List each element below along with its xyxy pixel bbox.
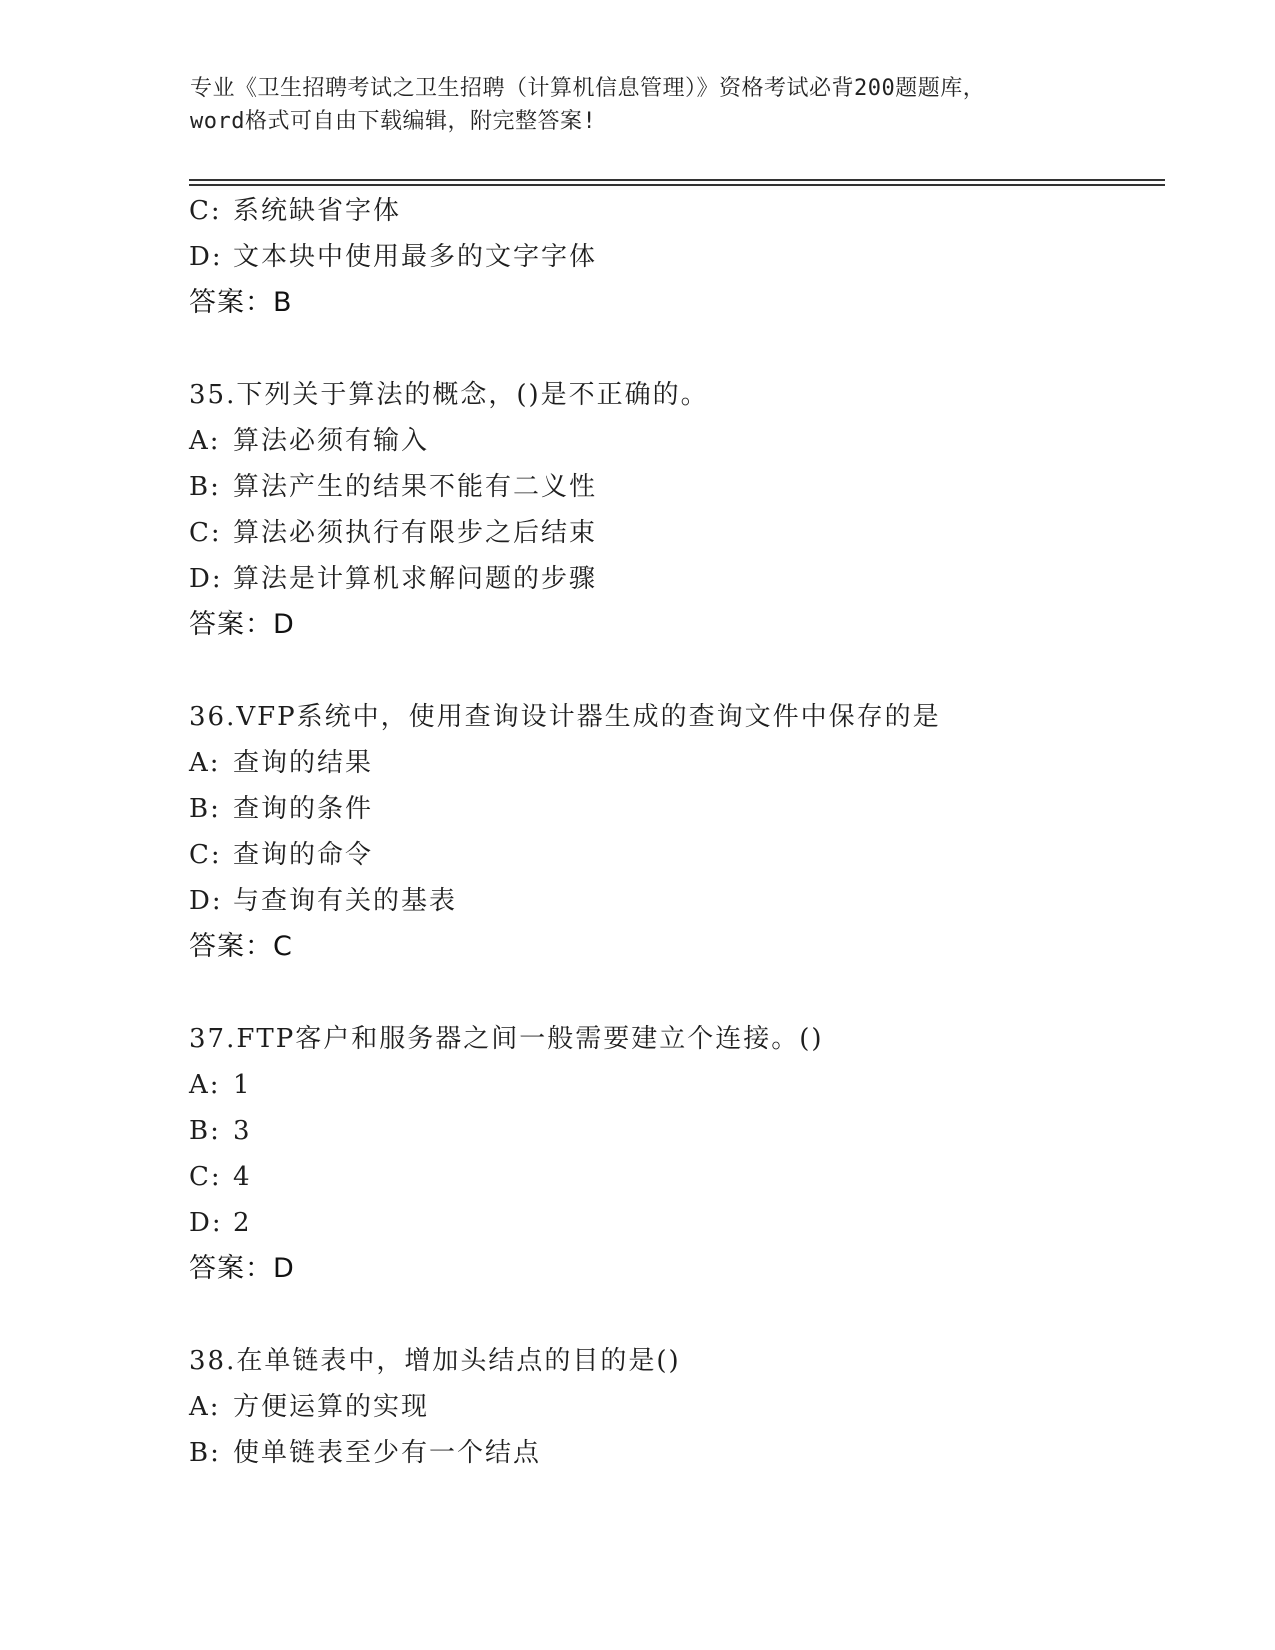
- question-title: 35.下列关于算法的概念，()是不正确的。: [189, 380, 709, 410]
- header-line-2: word格式可自由下载编辑，附完整答案!: [190, 109, 597, 134]
- option-text: 2: [233, 1208, 252, 1238]
- option-text: 查询的条件: [233, 794, 374, 824]
- option-key: A:: [189, 426, 221, 456]
- question-title: 37.FTP客户和服务器之间一般需要建立个连接。(): [189, 1024, 824, 1054]
- option-text: 算法必须执行有限步之后结束: [233, 518, 598, 548]
- option-text: 系统缺省字体: [233, 196, 402, 226]
- spacer: [189, 648, 1169, 694]
- option-text: 方便运算的实现: [233, 1392, 430, 1422]
- answer-line: 答案：B: [189, 287, 293, 318]
- header-divider-bottom: [189, 184, 1165, 186]
- option-c: [189, 188, 1169, 234]
- option-d: [189, 556, 1169, 602]
- option-text: 与查询有关的基表: [233, 886, 458, 916]
- question-title: 38.在单链表中，增加头结点的目的是(): [189, 1346, 681, 1376]
- header-line-1: 专业《卫生招聘考试之卫生招聘（计算机信息管理）》资格考试必背200题题库，: [190, 76, 986, 101]
- option-key: B:: [189, 1116, 221, 1146]
- option-text: 算法是计算机求解问题的步骤: [233, 564, 598, 594]
- option-text: 查询的结果: [233, 748, 374, 778]
- option-key: D:: [189, 1208, 223, 1238]
- spacer: [189, 970, 1169, 1016]
- spacer: [189, 1292, 1169, 1338]
- option-c: [189, 510, 1169, 556]
- question-34-continued: [189, 188, 1169, 326]
- option-c: [189, 1154, 1169, 1200]
- option-key: B:: [189, 794, 221, 824]
- option-c: [189, 832, 1169, 878]
- option-a: [189, 1062, 1169, 1108]
- option-b: [189, 464, 1169, 510]
- option-b: [189, 786, 1169, 832]
- option-text: 算法产生的结果不能有二义性: [233, 472, 598, 502]
- option-d: [189, 1200, 1169, 1246]
- answer-line: 答案：D: [189, 609, 295, 640]
- option-key: A:: [189, 748, 221, 778]
- question-title: 36.VFP系统中，使用查询设计器生成的查询文件中保存的是: [189, 702, 941, 732]
- option-key: B:: [189, 472, 221, 502]
- option-key: C:: [189, 518, 222, 548]
- option-text: 1: [233, 1070, 252, 1100]
- question-36: [189, 694, 1169, 970]
- option-key: A:: [189, 1070, 221, 1100]
- option-b: [189, 1108, 1169, 1154]
- option-text: 文本块中使用最多的文字字体: [233, 242, 598, 272]
- header-divider-top: [189, 179, 1165, 181]
- option-d: [189, 878, 1169, 924]
- option-a: [189, 1384, 1169, 1430]
- option-d: [189, 234, 1169, 280]
- option-key: D:: [189, 564, 223, 594]
- question-35: [189, 372, 1169, 648]
- option-key: A:: [189, 1392, 221, 1422]
- option-b: [189, 1430, 1169, 1476]
- option-text: 算法必须有输入: [233, 426, 430, 456]
- option-a: [189, 740, 1169, 786]
- option-key: D:: [189, 242, 223, 272]
- answer-line: 答案：D: [189, 1253, 295, 1284]
- option-key: B:: [189, 1438, 221, 1468]
- option-key: C:: [189, 840, 222, 870]
- option-key: D:: [189, 886, 223, 916]
- option-text: 4: [233, 1162, 252, 1192]
- option-text: 3: [233, 1116, 252, 1146]
- option-key: C:: [189, 196, 222, 226]
- answer-line: 答案：C: [189, 931, 293, 962]
- question-38: [189, 1338, 1169, 1476]
- option-key: C:: [189, 1162, 222, 1192]
- option-text: 使单链表至少有一个结点: [233, 1438, 542, 1468]
- document-header: [190, 72, 1090, 138]
- option-a: [189, 418, 1169, 464]
- question-37: [189, 1016, 1169, 1292]
- option-text: 查询的命令: [233, 840, 374, 870]
- question-list: [189, 188, 1169, 1476]
- spacer: [189, 326, 1169, 372]
